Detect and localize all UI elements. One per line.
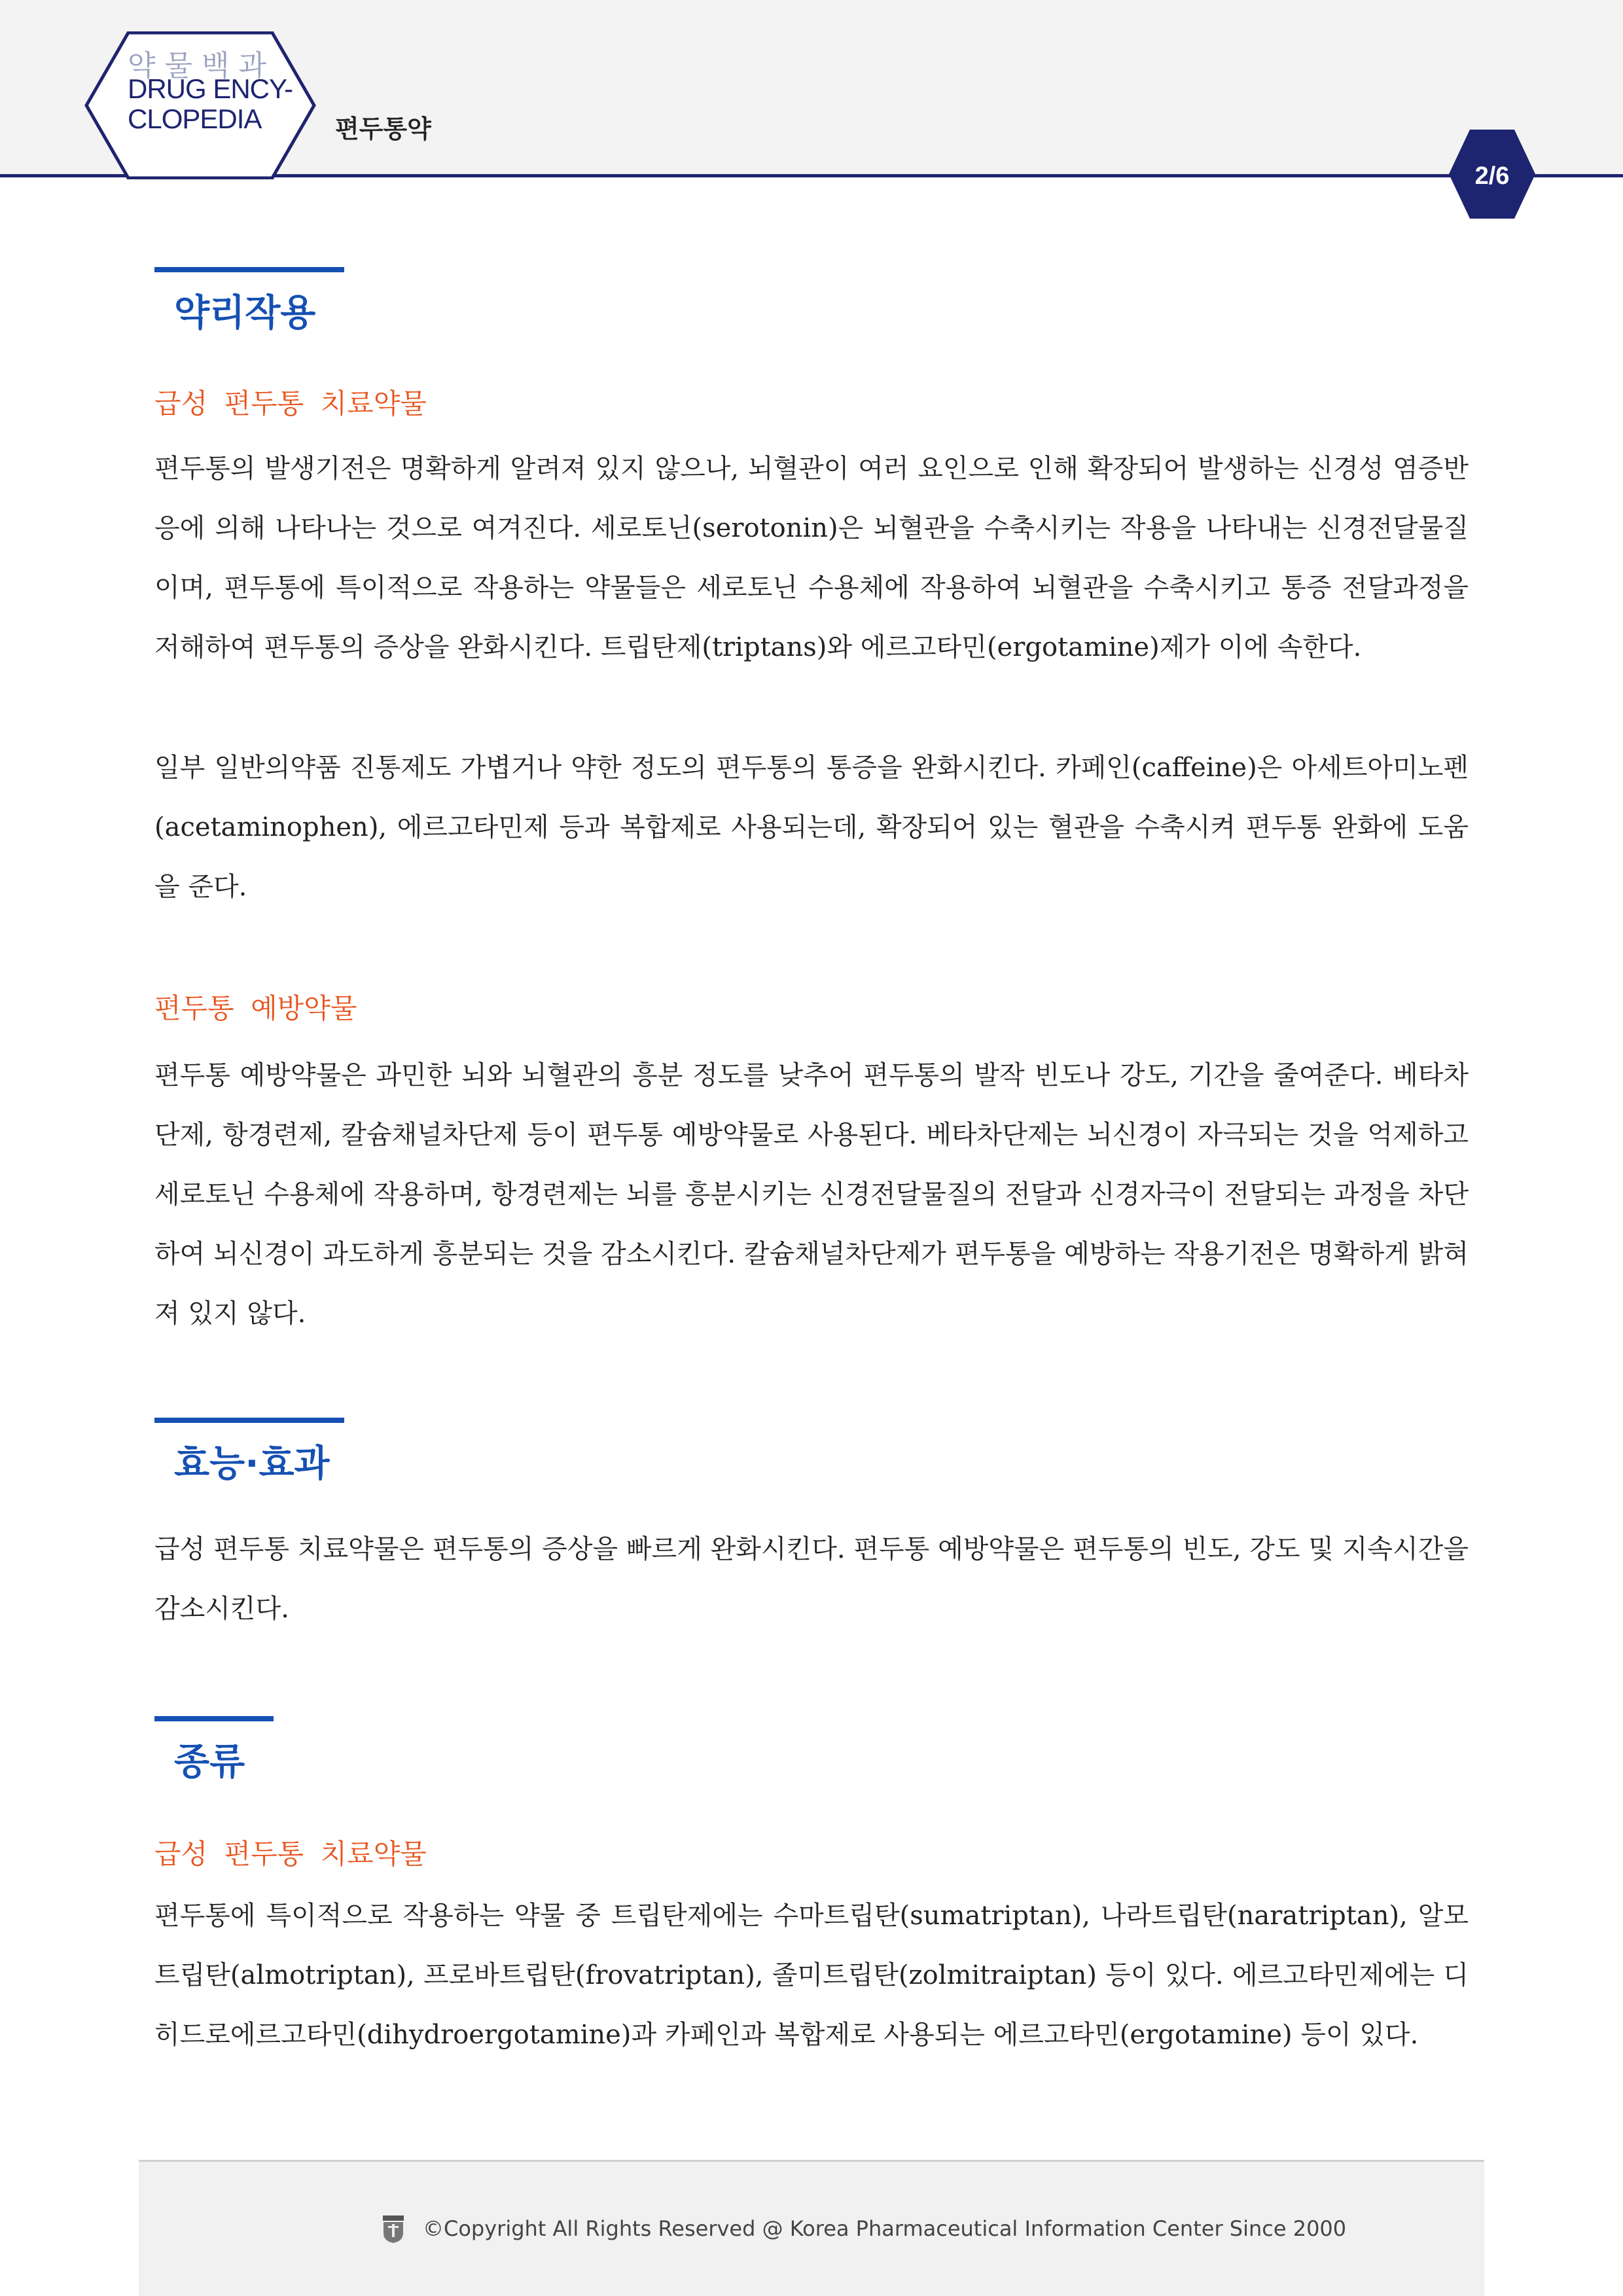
paragraph-acute-mechanism: 편두통의 발생기전은 명확하게 알려져 있지 않으나, 뇌혈관이 여러 요인으로 인해 확장되어 발생하는 신경성 염증반응에 의해 나타나는 것으로 여겨진다. 세로토닌(serotonin)은 뇌혈관을 수축시키는 작용을 나타내는 신경전달물질이며, 편두통에 특이적으로 작용하는 약물들은 세로토닌 수용체에 작용하여 뇌혈관을 수축시키고 통증 전달과정을 저해하여 편두통의 증상을 완화시킨다. 트립탄제(triptans)와 에르고타민(ergotamine)제가 이에 속한다. (154, 454, 1469, 662)
section-title-pharmacology: 약리작용 (174, 292, 316, 334)
footer-divider (139, 2160, 1484, 2162)
copyright-text: ©Copyright All Rights Reserved @ Korea Pharmaceutical Information Center Since 2000 (423, 2216, 1347, 2241)
logo-english-line1: DRUG ENCY- (128, 73, 293, 104)
logo-korean-text: 약물백과 (128, 50, 276, 82)
org-emblem-icon (382, 2215, 404, 2244)
section-rule-efficacy (154, 1418, 344, 1423)
paragraph-types-list: 편두통에 특이적으로 작용하는 약물 중 트립탄제에는 수마트립탄(sumatriptan), 나라트립탄(naratriptan), 알모트립탄(almotriptan), 프로바트립탄(frovatriptan), 졸미트립탄(zolmitraiptan) 등이 있다. 에르고타민제에는 디히드로에르고타민(dihydroergotamine)과 카페인과 복합제로 사용되는 에르고타민(ergotamine) 등이 있다. (154, 1901, 1469, 2050)
subtitle-acute-treatment: 급성 편두통 치료약물 (154, 387, 427, 420)
logo-english-line2: CLOPEDIA (128, 103, 262, 134)
paragraph-prevention: 편두통 예방약물은 과민한 뇌와 뇌혈관의 흥분 정도를 낮추어 편두통의 발작 빈도나 강도, 기간을 줄여준다. 베타차단제, 항경련제, 칼슘채널차단제 등이 편두통 예방약물로 사용된다. 베타차단제는 뇌신경이 자극되는 것을 억제하고 세로토닌 수용체에 작용하며, 항경련제는 뇌를 흥분시키는 신경전달물질의 전달과 신경자극이 전달되는 과정을 차단하여 뇌신경이 과도하게 흥분되는 것을 감소시킨다. 칼슘채널차단제가 편두통을 예방하는 작용기전은 명확하게 밝혀져 있지 않다. (154, 1060, 1469, 1329)
paragraph-otc-analgesics: 일부 일반의약품 진통제도 가볍거나 약한 정도의 편두통의 통증을 완화시킨다. 카페인(caffeine)은 아세트아미노펜(acetaminophen), 에르고타민제 등과 복합제로 사용되는데, 확장되어 있는 혈관을 수축시켜 편두통 완화에 도움을 준다. (154, 753, 1469, 902)
subtitle-prevention: 편두통 예방약물 (154, 992, 357, 1024)
document-title: 편두통약 (335, 115, 431, 143)
paragraph-efficacy: 급성 편두통 치료약물은 편두통의 증상을 빠르게 완화시킨다. 편두통 예방약물은 편두통의 빈도, 강도 및 지속시간을 감소시킨다. (154, 1534, 1469, 1624)
subtitle-types-acute: 급성 편두통 치료약물 (154, 1838, 427, 1870)
section-rule-pharmacology (154, 267, 344, 272)
page-number: 2/6 (1474, 162, 1510, 190)
section-rule-types (154, 1716, 274, 1721)
section-title-efficacy: 효능·효과 (174, 1443, 330, 1485)
section-title-types: 종류 (174, 1741, 245, 1784)
